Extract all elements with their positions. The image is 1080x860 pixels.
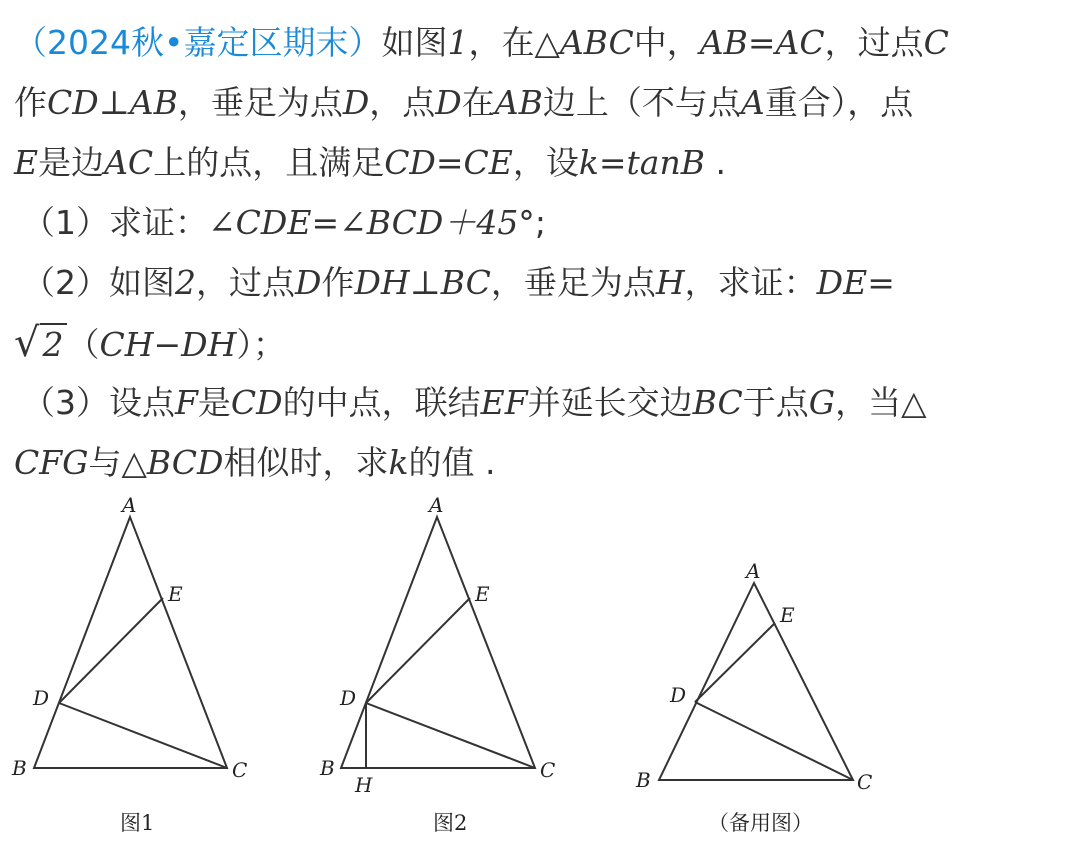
label-a-fig1: A bbox=[122, 493, 137, 517]
question-2-line-1: （2）如图2，过点D作DH⊥BC，垂足为点H，求证：DE= bbox=[22, 263, 895, 302]
problem-line-1: （2024秋•嘉定区期末）如图1，在△ABC中，AB=AC，过点C bbox=[14, 23, 949, 62]
problem-line-3: E是边AC上的点，且满足CD=CE，设k=tanB . bbox=[14, 143, 726, 182]
sqrt-two: √2 bbox=[14, 325, 67, 364]
label-d-fig1: D bbox=[33, 686, 50, 710]
segment-dc-fig2 bbox=[366, 703, 535, 768]
label-c-spare: C bbox=[857, 770, 873, 794]
caption-fig1: 图1 bbox=[120, 811, 155, 835]
segment-de-fig2 bbox=[366, 598, 470, 703]
question-1: （1）求证：∠CDE=∠BCD＋45°; bbox=[22, 203, 546, 242]
label-e-fig1: E bbox=[168, 582, 183, 606]
segment-de-fig1 bbox=[59, 598, 163, 703]
label-c-fig1: C bbox=[232, 758, 248, 782]
label-d-spare: D bbox=[670, 683, 687, 707]
label-b-spare: B bbox=[636, 768, 651, 792]
problem-line-2: 作CD⊥AB，垂足为点D，点D在AB边上（不与点A重合），点 bbox=[14, 83, 914, 122]
figure-1 bbox=[11, 493, 247, 835]
label-c-fig2: C bbox=[540, 758, 556, 782]
segment-de-spare bbox=[695, 623, 775, 702]
triangle-abc-spare bbox=[659, 583, 853, 780]
label-b-fig2: B bbox=[320, 756, 335, 780]
question-3-line-1: （3）设点F是CD的中点，联结EF并延长交边BC于点G，当△ bbox=[22, 383, 927, 422]
label-b-fig1: B bbox=[12, 756, 27, 780]
caption-spare: （备用图） bbox=[708, 811, 813, 835]
segment-dc-spare bbox=[695, 702, 853, 780]
label-e-spare: E bbox=[780, 603, 795, 627]
label-h-fig2: H bbox=[355, 773, 373, 797]
question-2-line-2: √2（CH−DH）； bbox=[14, 320, 286, 366]
segment-dc-fig1 bbox=[59, 703, 227, 768]
question-3-line-2: CFG与△BCD相似时，求k的值 . bbox=[14, 443, 496, 482]
problem-text bbox=[14, 18, 1070, 498]
label-d-fig2: D bbox=[340, 686, 357, 710]
problem-source: （2024秋•嘉定区期末） bbox=[14, 23, 382, 62]
label-a-spare: A bbox=[746, 559, 761, 583]
label-a-fig2: A bbox=[429, 493, 444, 517]
figure-2 bbox=[319, 493, 555, 835]
label-e-fig2: E bbox=[475, 582, 490, 606]
caption-fig2: 图2 bbox=[433, 811, 468, 835]
figures bbox=[0, 490, 1080, 860]
figure-spare bbox=[635, 559, 872, 835]
